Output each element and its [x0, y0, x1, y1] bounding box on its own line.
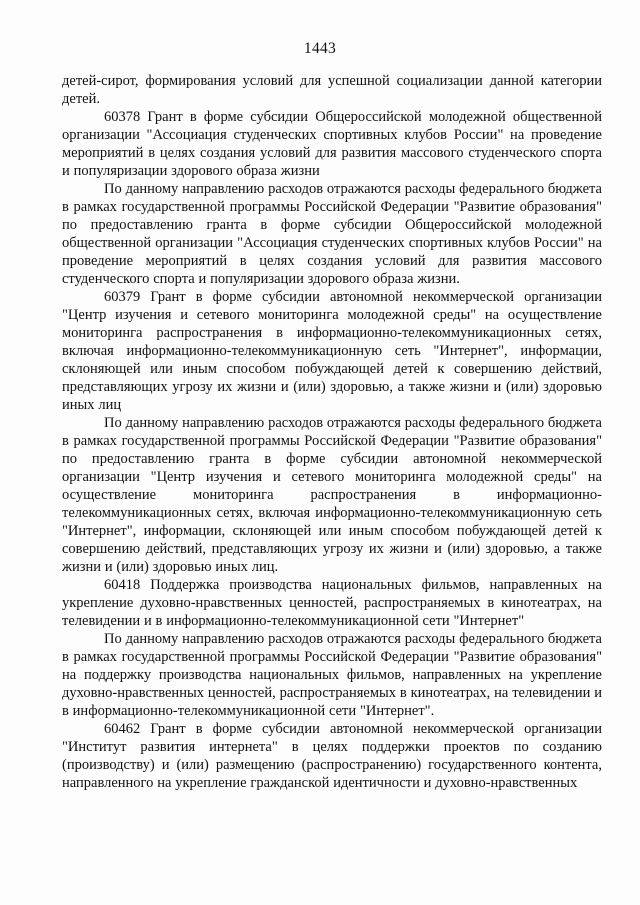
paragraph-60379-heading: 60379 Грант в форме субсидии автономной некоммерческой организации "Центр изучения и сетевого мониторинга молодежной среды" на осуществление мониторинга распространения в информационно-телекоммуникационных сетях, включая информационно-телекоммуникационную сеть "Интернет", информации, склоняющей или иным способом побуждающей детей к совершению действий, представляющих угрозу их жизни и (или) здоровью, а также жизни и (или) здоровью иных лиц [62, 289, 602, 413]
paragraph-60379-description: По данному направлению расходов отражаются расходы федерального бюджета в рамках государственной программы Российской Федерации "Развитие образования" по предоставлению гранта в форме субсидии автономной некоммерческой организации "Центр изучения и сетевого мониторинга молодежной среды" на осуществление мониторинга распространения в информационно-телекоммуникационных сетях, включая информационно-телекоммуникационную сеть "Интернет", информации, склоняющей или иным способом побуждающей детей к совершению действий, представляющих угрозу их жизни и (или) здоровью, а также жизни и (или) здоровью иных лиц. [62, 415, 602, 575]
page-number: 1443 [303, 40, 337, 57]
document-body [62, 72, 602, 792]
paragraph-60378-description: По данному направлению расходов отражаются расходы федерального бюджета в рамках государственной программы Российской Федерации "Развитие образования" по предоставлению гранта в форме субсидии Общероссийской молодежной общественной организации "Ассоциация студенческих спортивных клубов России" на проведение мероприятий в целях создания условий для развития массового студенческого спорта и популяризации здорового образа жизни. [62, 181, 602, 287]
paragraph-60462-heading: 60462 Грант в форме субсидии автономной некоммерческой организации "Институт развития интернета" в целях поддержки проектов по созданию (производству) и (или) размещению (распространению) государственного контента, направленного на укрепление гражданской идентичности и духовно-нравственных [62, 721, 602, 791]
paragraph-60378-heading: 60378 Грант в форме субсидии Общероссийской молодежной общественной организации "Ассоциация студенческих спортивных клубов России" на проведение мероприятий в целях создания условий для развития массового студенческого спорта и популяризации здорового образа жизни [62, 109, 602, 179]
paragraph-60418-heading: 60418 Поддержка производства национальных фильмов, направленных на укрепление духовно-нравственных ценностей, распространяемых в кинотеатрах, на телевидении и в информационно-телекоммуникационной сети "Интернет" [62, 577, 602, 629]
paragraph-continuation: детей-сирот, формирования условий для успешной социализации данной категории детей. [62, 73, 602, 107]
paragraph-60418-description: По данному направлению расходов отражаются расходы федерального бюджета в рамках государственной программы Российской Федерации "Развитие образования" на поддержку производства национальных фильмов, направленных на укрепление духовно-нравственных ценностей, распространяемых в кинотеатрах, на телевидении и в информационно-телекоммуникационной сети "Интернет". [62, 631, 602, 719]
